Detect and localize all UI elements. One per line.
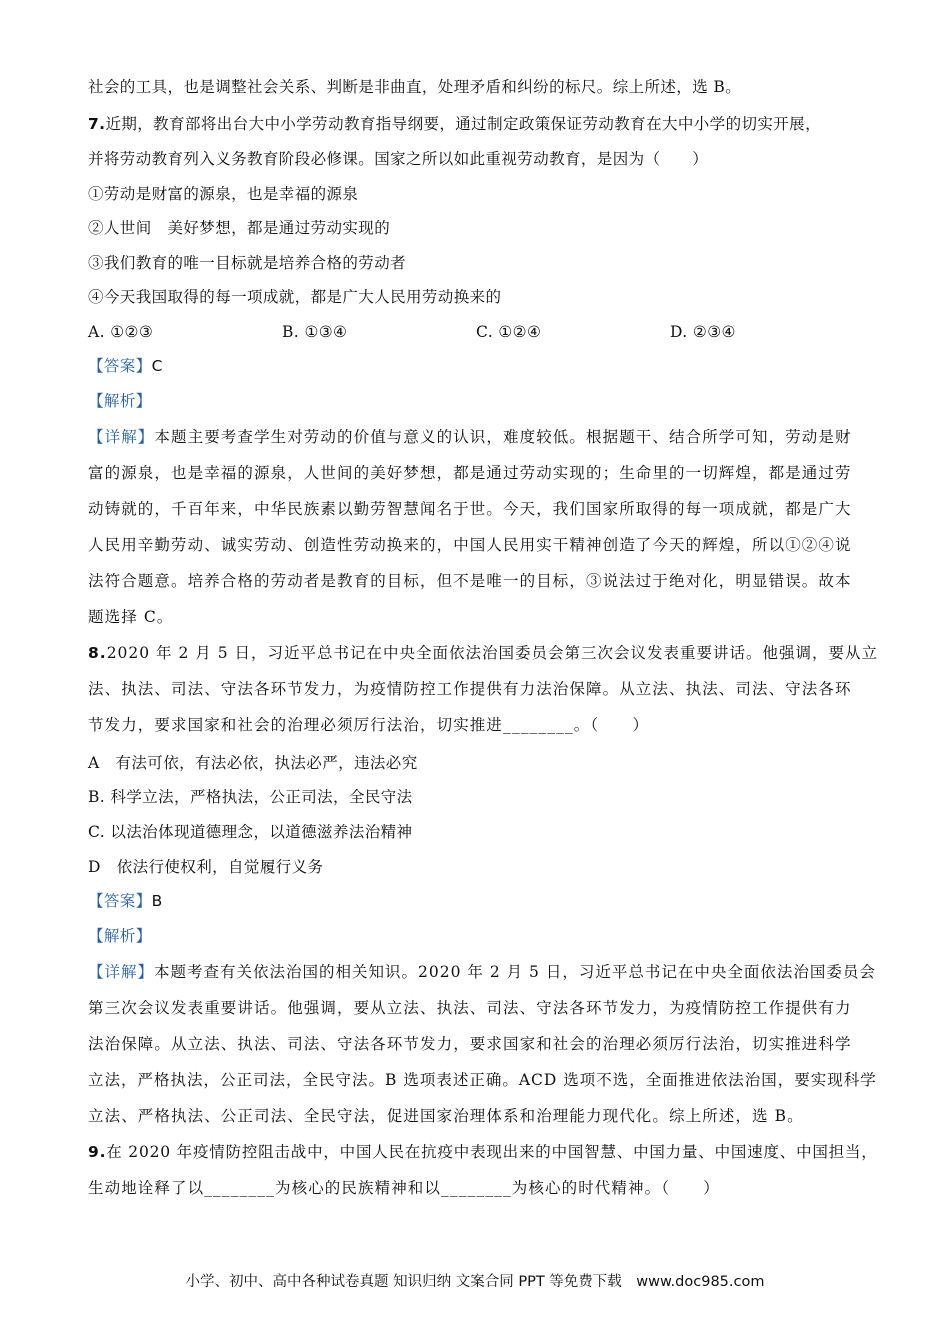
q7-number: 7.: [88, 115, 106, 133]
q7-option-d: D. ②③④: [670, 323, 736, 341]
q7-detail-line-2: 富的源泉，也是幸福的源泉，人世间的美好梦想，都是通过劳动实现的；生命里的一切辉煌，都是通过劳: [88, 464, 852, 482]
q8-stem-line-3: 节发力，要求国家和社会的治理必须厉行法治，切实推进________。（ ）: [88, 716, 650, 734]
q7-item-1: ①劳动是财富的源泉，也是幸福的源泉: [88, 185, 359, 203]
q8-option-d: D 依法行使权利，自觉履行义务: [88, 858, 324, 876]
q8-option-c: C. 以法治体现道德理念，以道德滋养法治精神: [88, 823, 413, 841]
q8-detail-line-2: 第三次会议发表重要讲话。他强调，要从立法、执法、司法、守法各环节发力，为疫情防控工作提供有力: [88, 999, 852, 1017]
q8-detail-line-4: 立法，严格执法，公正司法，全民守法。B 选项表述正确。ACD 选项不选，全面推进依法治国，要实现科学: [88, 1071, 877, 1089]
q8-detail-text-1: 本题考查有关依法治国的相关知识。2020 年 2 月 5 日，习近平总书记在中央全面依法治国委员会: [154, 963, 876, 981]
q7-answer-tag: 【答案】: [88, 357, 152, 375]
q8-analysis-heading: [88, 925, 878, 947]
q7-option-c: C. ①②④: [476, 323, 542, 341]
q9-stem-line-2: 生动地诠释了以________为核心的民族精神和以________为核心的时代精神。（ ）: [88, 1179, 720, 1197]
q7-item-2: ②人世间 美好梦想，都是通过劳动实现的: [88, 219, 391, 237]
q7-analysis-tag: 【解析】: [88, 392, 152, 410]
q7-detail-line-5: 法符合题意。培养合格的劳动者是教育的目标，但不是唯一的目标，③说法过于绝对化，明显错误。故本: [88, 572, 852, 590]
q7-detail-tag: 【详解】: [88, 428, 155, 446]
q7-detail-text-1: 本题主要考查学生对劳动的价值与意义的认识，难度较低。根据题干、结合所学可知，劳动是财: [154, 428, 852, 446]
q8-answer-tag: 【答案】: [88, 892, 152, 910]
q7-stem-line-2: 并将劳动教育列入义务教育阶段必修课。国家之所以如此重视劳动教育，是因为（ ）: [88, 150, 709, 168]
q8-detail-tag: 【详解】: [88, 963, 155, 981]
q7-item-3: ③我们教育的唯一目标就是培养合格的劳动者: [88, 254, 407, 272]
q7-stem-text-1: 近期，教育部将出台大中小学劳动教育指导纲要，通过制定政策保证劳动教育在大中小学的切实开展，: [105, 115, 821, 133]
q7-detail-line-3: 动铸就的，千百年来，中华民族素以勤劳智慧闻名于世。今天，我们国家所取得的每一项成就，都是广大: [88, 500, 852, 518]
q8-stem-text-1: 2020 年 2 月 5 日，习近平总书记在中央全面依法治国委员会第三次会议发表重要讲话。他强调，要从立: [106, 644, 878, 662]
previous-answer-conclusion: 社会的工具，也是调整社会关系、判断是非曲直，处理矛盾和纠纷的标尺。综上所述，选 B。: [88, 78, 742, 96]
q7-detail-line-4: 人民用辛勤劳动、诚实劳动、创造性劳动换来的，中国人民用实干精神创造了今天的辉煌，所以①②④说: [88, 536, 852, 554]
q7-detail-line-1: [88, 426, 878, 448]
q7-item-4: ④今天我国取得的每一项成就，都是广大人民用劳动换来的: [88, 288, 502, 306]
q7-answer-value: C: [151, 357, 163, 375]
q9-number: 9.: [88, 1143, 107, 1161]
q8-option-b: B. 科学立法，严格执法，公正司法，全民守法: [88, 788, 413, 806]
q8-answer-value: B: [151, 892, 163, 910]
q8-number: 8.: [88, 644, 107, 662]
page-footer: 小学、初中、高中各种试卷真题 知识归纳 文案合同 PPT 等免费下载 www.doc985.com: [185, 1274, 765, 1290]
q7-option-b: B. ①③④: [282, 323, 348, 341]
q9-stem-text-1: 在 2020 年疫情防控阻击战中，中国人民在抗疫中表现出来的中国智慧、中国力量、中国速度、中国担当，: [106, 1143, 878, 1161]
q7-answer: [88, 355, 878, 377]
q7-detail-line-6: 题选择 C。: [88, 608, 174, 626]
q8-analysis-tag: 【解析】: [88, 927, 152, 945]
q8-stem-line-1: [88, 642, 878, 664]
q8-detail-line-1: [88, 961, 878, 983]
q8-detail-line-5: 立法、严格执法、公正司法、全民守法，促进国家治理体系和治理能力现代化。综上所述，选 B。: [88, 1107, 804, 1125]
q8-detail-line-3: 法治保障。从立法、执法、司法、守法各环节发力，要求国家和社会的治理必须厉行法治，切实推进科学: [88, 1035, 852, 1053]
q7-analysis-heading: [88, 390, 878, 412]
q8-option-a: A 有法可依，有法必依，执法必严，违法必究: [88, 754, 418, 772]
q9-stem-line-1: [88, 1141, 878, 1163]
q8-stem-line-2: 法、执法、司法、守法各环节发力，为疫情防控工作提供有力法治保障。从立法、执法、司法、守法各环: [88, 680, 852, 698]
q7-option-a: A. ①②③: [88, 323, 154, 341]
q7-stem-line-1: [88, 113, 878, 135]
q8-answer: [88, 890, 878, 912]
